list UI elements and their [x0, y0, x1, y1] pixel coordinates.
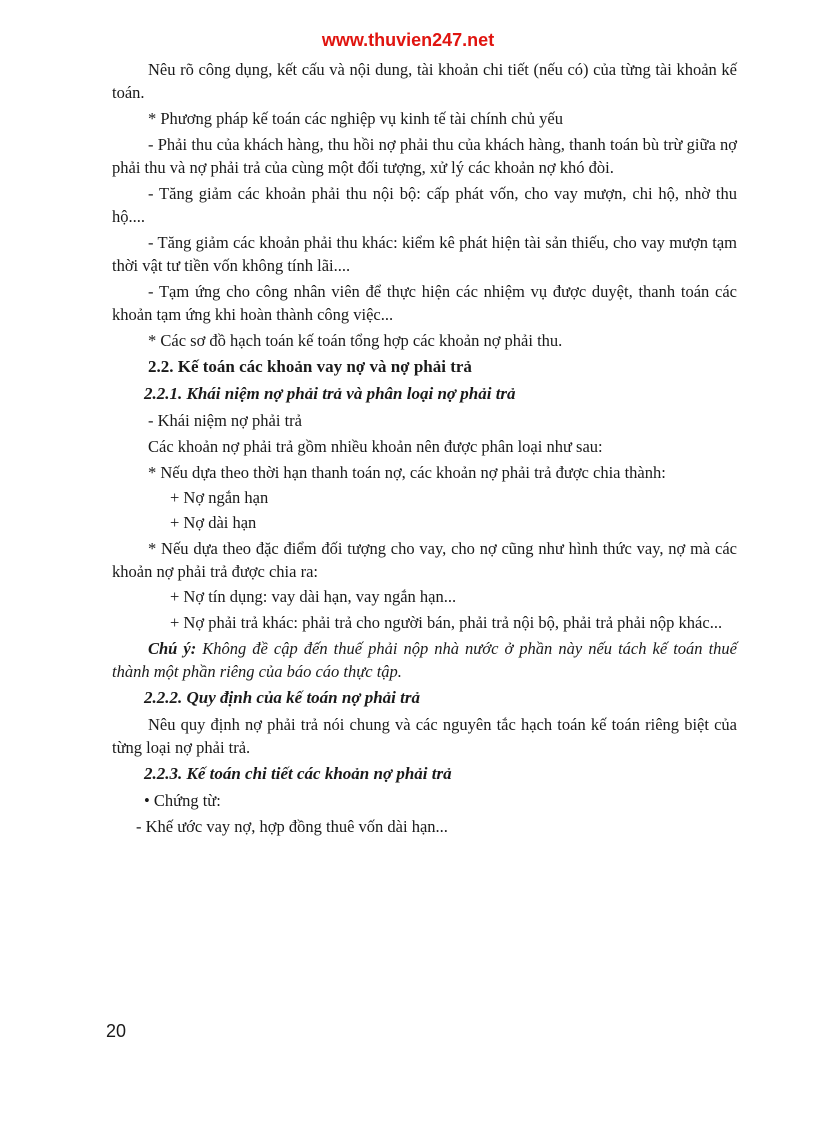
subsection-heading: 2.2.3. Kế toán chi tiết các khoản nợ phải trả [144, 764, 452, 783]
paragraph: - Khái niệm nợ phải trả [148, 411, 302, 430]
paragraph: - Phải thu của khách hàng, thu hồi nợ phải thu của khách hàng, thanh toán bù trừ giữa nợ phải thu và nợ phải trả của cùng một đối tượng, xử lý các khoản nợ khó đòi. [112, 135, 737, 177]
list-item: + Nợ tín dụng: vay dài hạn, vay ngắn hạn... [170, 587, 457, 606]
paragraph: * Nếu dựa theo thời hạn thanh toán nợ, các khoản nợ phải trả được chia thành: [148, 463, 666, 482]
paragraph: * Nếu dựa theo đặc điểm đối tượng cho vay, cho nợ cũng như hình thức vay, nợ mà các khoản nợ phải trả được chia ra: [112, 539, 737, 581]
subsection-heading: 2.2.1. Khái niệm nợ phải trả và phân loại nợ phải trả [144, 384, 516, 403]
watermark-url[interactable]: www.thuvien247.net [321, 30, 495, 50]
paragraph: Các khoản nợ phải trả gồm nhiều khoản nên được phân loại như sau: [148, 437, 603, 456]
section-heading: 2.2. Kế toán các khoản vay nợ và nợ phải trả [148, 357, 472, 376]
page-number: 20 [106, 1021, 127, 1041]
document-body [112, 58, 737, 838]
list-item: + Nợ dài hạn [170, 513, 257, 532]
note-label: Chú ý: [148, 639, 197, 658]
note-paragraph [112, 637, 737, 683]
subsection-heading: 2.2.2. Quy định của kế toán nợ phải trả [144, 688, 420, 707]
paragraph: - Tăng giảm các khoản phải thu khác: kiểm kê phát hiện tài sản thiếu, cho vay mượn tạm thời vật tư tiền vốn không tính lãi.... [112, 233, 737, 275]
note-text: Không đề cập đến thuế phải nộp nhà nước ở phần này nếu tách kế toán thuế thành một phần riêng của báo cáo thực tập. [112, 639, 737, 681]
paragraph: * Phương pháp kế toán các nghiệp vụ kinh tế tài chính chủ yếu [148, 109, 563, 128]
list-item: • Chứng từ: [144, 791, 221, 810]
paragraph: - Tạm ứng cho công nhân viên để thực hiện các nhiệm vụ được duyệt, thanh toán các khoản tạm ứng khi hoàn thành công việc... [112, 282, 737, 324]
paragraph: * Các sơ đồ hạch toán kế toán tổng hợp các khoản nợ phải thu. [148, 331, 563, 350]
list-item: + Nợ ngắn hạn [170, 488, 269, 507]
paragraph: Nêu quy định nợ phải trả nói chung và các nguyên tắc hạch toán kế toán riêng biệt của từng loại nợ phải trả. [112, 715, 737, 757]
list-item: - Khế ước vay nợ, hợp đồng thuê vốn dài hạn... [136, 817, 448, 836]
paragraph: Nêu rõ công dụng, kết cấu và nội dung, tài khoản chi tiết (nếu có) của từng tài khoản kế toán. [112, 60, 737, 102]
list-item: + Nợ phải trả khác: phải trả cho người bán, phải trả nội bộ, phải trả phải nộp khác... [170, 613, 723, 632]
paragraph: - Tăng giảm các khoản phải thu nội bộ: cấp phát vốn, cho vay mượn, chi hộ, nhờ thu hộ.... [112, 184, 737, 226]
